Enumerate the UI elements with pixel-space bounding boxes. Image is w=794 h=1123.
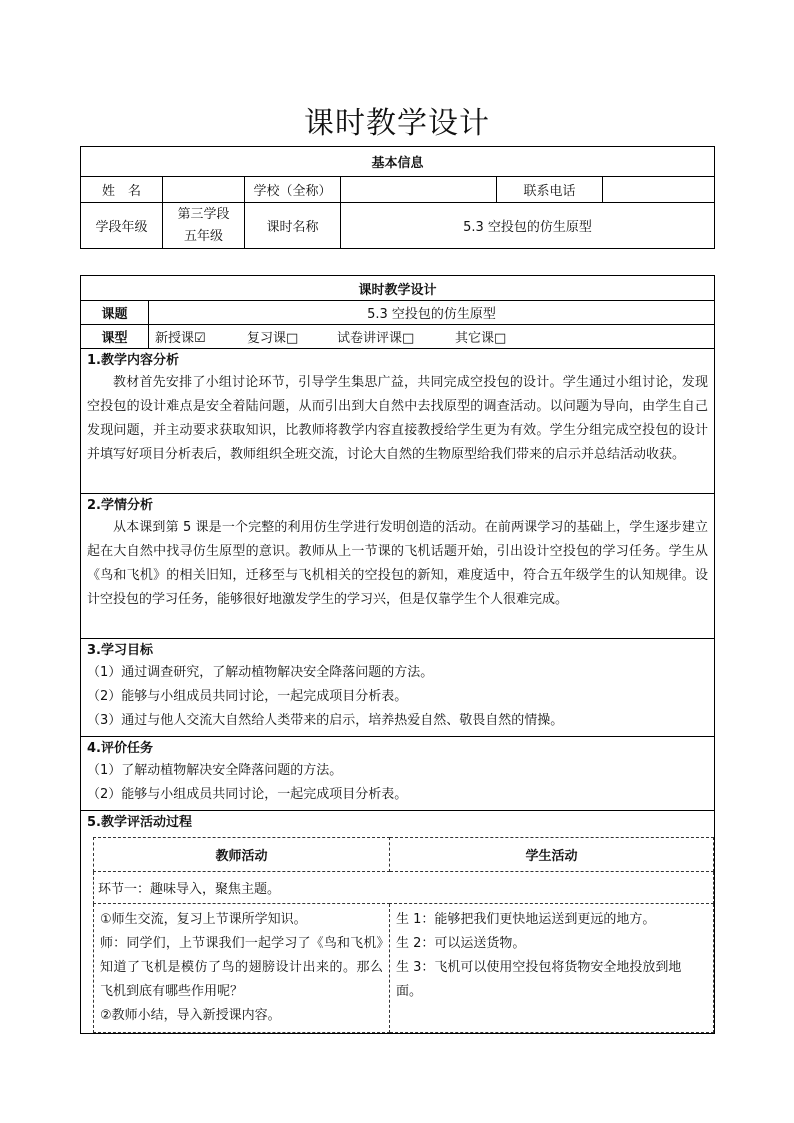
student-activity-line: 生 2：可以运送货物。: [396, 936, 526, 951]
grade-label: 学段年级: [81, 203, 163, 249]
grade-value-line1: 第三学段: [177, 206, 230, 222]
section-learner-analysis: [81, 494, 715, 639]
activity-process-heading: 5.教学评活动过程: [87, 815, 192, 830]
learning-goals-heading: 3.学习目标: [87, 643, 153, 658]
student-activity-cell: [390, 904, 714, 1033]
section-activity-process: [81, 811, 715, 1034]
name-label: 姓 名: [81, 177, 163, 203]
phone-field[interactable]: [603, 177, 715, 203]
section-assessment-tasks: [81, 737, 715, 811]
learning-goal-item: （1）通过调查研究，了解动植物解决安全降落问题的方法。: [87, 665, 434, 680]
design-header: 课时教学设计: [81, 276, 715, 301]
student-activity-line: 生 3：飞机可以使用空投包将货物安全地投放到地面。: [396, 960, 682, 999]
teacher-activity-line: 师：同学们，上节课我们一起学习了《鸟和飞机》知道了飞机是模仿了鸟的翅膀设计出来的。那么飞机到底有哪些作用呢？: [100, 936, 383, 999]
learner-analysis-heading: 2.学情分析: [87, 498, 153, 513]
learner-analysis-text: 从本课到第 5 课是一个完整的利用仿生学进行发明创造的活动。在前两课学习的基础上，学生逐步建立起在大自然中找寻仿生原型的意识。教师从上一节课的飞机话题开始，引出设计空投包的学习任务。学生从《鸟和飞机》的相关旧知，迁移至与飞机相关的空投包的新知，难度适中，符合五年级学生的认知规律。设计空投包的学习任务，能够很好地激发学生的学习兴，但是仅靠学生个人很难完成。: [87, 520, 709, 607]
student-activity-header: 学生活动: [390, 838, 714, 872]
learning-goal-item: （2）能够与小组成员共同讨论，一起完成项目分析表。: [87, 689, 408, 704]
teacher-activity-line: ①师生交流，复习上节课所学知识。: [100, 912, 307, 927]
teacher-activity-header: 教师活动: [94, 838, 390, 872]
page-title: 课时教学设计: [304, 106, 490, 141]
lesson-value: 5.3 空投包的仿生原型: [341, 203, 715, 249]
stage-one-row: 环节一：趣味导入，聚焦主题。: [94, 872, 714, 904]
school-field[interactable]: [341, 177, 497, 203]
assessment-item: （2）能够与小组成员共同讨论，一起完成项目分析表。: [87, 787, 408, 802]
basic-info-header: 基本信息: [81, 147, 715, 177]
type-option-other[interactable]: 其它课□: [455, 331, 507, 346]
topic-label: 课题: [81, 301, 149, 325]
grade-value-line2: 五年级: [183, 228, 223, 244]
phone-label: 联系电话: [497, 177, 603, 203]
teacher-activity-line: ②教师小结，导入新授课内容。: [100, 1008, 281, 1023]
basic-info-table: [80, 146, 715, 249]
name-field[interactable]: [163, 177, 245, 203]
content-analysis-heading: 1.教学内容分析: [87, 353, 179, 368]
learning-goal-item: （3）通过与他人交流大自然给人类带来的启示，培养热爱自然、敬畏自然的情操。: [87, 713, 564, 728]
content-analysis-text: 教材首先安排了小组讨论环节，引导学生集思广益，共同完成空投包的设计。学生通过小组讨论，发现空投包的设计难点是安全着陆问题，从而引出到大自然中去找原型的调查活动。以问题为导向，由学生自己发现问题，并主动要求获取知识，比教师将教学内容直接教授给学生更为有效。学生分组完成空投包的设计并填写好项目分析表后，教师组织全班交流，讨论大自然的生物原型给我们带来的启示并总结活动收获。: [87, 375, 709, 462]
section-learning-goals: [81, 639, 715, 737]
lesson-design-table: [80, 275, 715, 1034]
school-label: 学校（全称）: [245, 177, 341, 203]
teacher-activity-cell: [94, 904, 390, 1033]
student-activity-line: 生 1：能够把我们更快地运送到更远的地方。: [396, 912, 656, 927]
activity-table: [93, 837, 714, 1033]
topic-value: 5.3 空投包的仿生原型: [149, 301, 715, 325]
type-label: 课型: [81, 325, 149, 349]
type-options: [149, 325, 715, 349]
grade-value: [163, 203, 245, 249]
type-option-new[interactable]: 新授课☑: [155, 331, 206, 346]
assessment-heading: 4.评价任务: [87, 741, 153, 756]
type-option-review[interactable]: 复习课□: [247, 331, 299, 346]
assessment-item: （1）了解动植物解决安全降落问题的方法。: [87, 763, 343, 778]
type-option-exam-review[interactable]: 试卷讲评课□: [337, 331, 415, 346]
section-content-analysis: [81, 349, 715, 494]
lesson-label: 课时名称: [245, 203, 341, 249]
